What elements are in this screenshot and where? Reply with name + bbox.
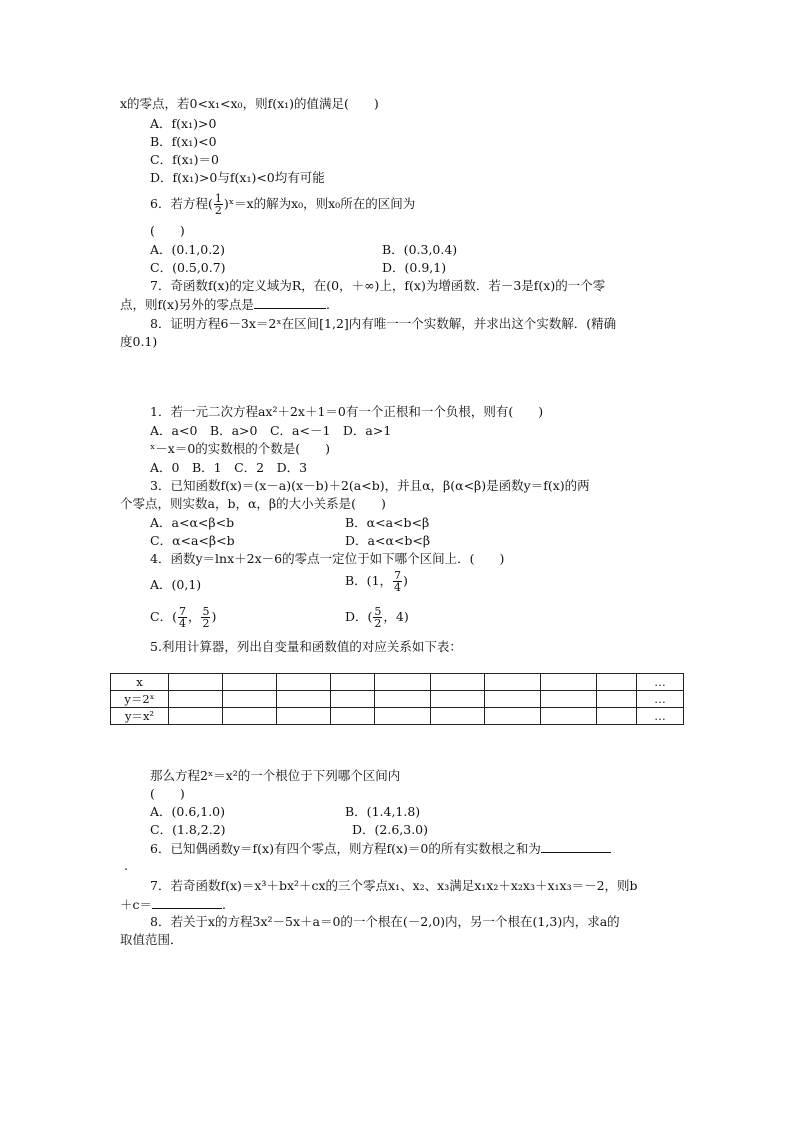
ellipsis-cell: … xyxy=(637,708,684,725)
q7-end: . xyxy=(325,297,330,312)
q7-answer-blank xyxy=(254,296,326,309)
b-q4-option-c xyxy=(150,606,216,629)
q6-option-d: D．(0.9,1) xyxy=(382,260,447,275)
b-q5-option-b: B．(1.4,1.8) xyxy=(345,804,421,819)
q6-option-b: B．(0.3,0.4) xyxy=(382,242,458,257)
q8-line1: 8．证明方程6－3x＝2ˣ在区间[1,2]内有唯一一个实数解，并求出这个实数解．(精确 xyxy=(150,316,617,331)
q6-prefix: 6．若方程( xyxy=(150,196,213,211)
b-q7-text: ＋c＝ xyxy=(120,897,153,912)
b-q4-d-den: 2 xyxy=(374,617,382,630)
b-q8-line1: 8．若关于x的方程3x²－5x＋a＝0的一个根在(－2,0)内，另一个根在(1,3)内，求a的 xyxy=(150,914,620,929)
b-q7-answer-blank xyxy=(152,896,222,909)
b-q6-text: 6．已知偶函数y＝f(x)有四个零点，则方程f(x)＝0的所有实数根之和为 xyxy=(150,841,541,856)
b-q4-c-fraction-2 xyxy=(201,606,210,629)
b-q4-c-prefix: C．( xyxy=(150,609,177,624)
b-q3-option-a: A．a<α<β<b xyxy=(150,515,235,530)
b-q5: 5.利用计算器，列出自变量和函数值的对应关系如下表： xyxy=(150,639,462,654)
q7-text: 点，则f(x)另外的零点是 xyxy=(120,297,254,312)
b-q5-paren: ( ) xyxy=(150,786,185,801)
b-q3-option-b: B．α<a<b<β xyxy=(345,515,430,530)
b-q7-end: . xyxy=(222,897,226,912)
b-q4-option-b xyxy=(345,570,408,593)
q5-option-a: A．f(x₁)>0 xyxy=(150,116,217,131)
q7-line2 xyxy=(120,296,330,313)
b-q4-d-num: 5 xyxy=(374,605,382,618)
b-q4-c-num1: 7 xyxy=(178,605,186,618)
b-q4-c-suffix: ) xyxy=(211,609,217,624)
b-q4-c-den1: 4 xyxy=(178,617,186,630)
row-label-2x: y＝2ˣ xyxy=(111,691,169,708)
ellipsis-cell: … xyxy=(637,674,684,691)
b-q3-option-c: C．α<a<β<b xyxy=(150,533,235,548)
b-q2: ˣ－x＝0的实数根的个数是( ) xyxy=(150,441,331,456)
q7-line1: 7．奇函数f(x)的定义域为R，在(0，＋∞)上，f(x)为增函数．若－3是f(x)的一个零 xyxy=(150,278,606,293)
b-q5-option-c: C．(1.8,2.2) xyxy=(150,822,226,837)
b-q3-line2: 个零点，则实数a，b，α，β的大小关系是( ) xyxy=(120,496,386,511)
q6-option-a: A．(0.1,0.2) xyxy=(150,242,226,257)
b-q3-option-d: D．a<α<b<β xyxy=(345,533,431,548)
b-q4-c-num2: 5 xyxy=(202,605,210,618)
b-q8-line2: 取值范围． xyxy=(120,932,183,947)
row-label-x: x xyxy=(111,674,169,691)
b-q4-b-suffix: ) xyxy=(403,573,408,588)
b-q4-d-suffix: ，4) xyxy=(383,609,409,624)
q6-fraction xyxy=(214,193,223,216)
b-q4-c-den2: 2 xyxy=(202,617,210,630)
table-row xyxy=(111,708,684,725)
b-q4-b-num: 7 xyxy=(394,569,402,582)
q6-frac-num: 1 xyxy=(214,192,222,205)
b-q1: 1．若一元二次方程ax²＋2x＋1＝0有一个正根和一个负根，则有( ) xyxy=(150,404,544,419)
b-q4-b-prefix: B．(1， xyxy=(345,573,393,588)
q6-stem xyxy=(150,193,415,216)
b-q1-options: A．a<0 B．a>0 C．a<－1 D．a>1 xyxy=(150,423,392,438)
q6-suffix: )ˣ＝x的解为x₀，则x₀所在的区间为 xyxy=(223,196,416,211)
b-q7-line2 xyxy=(120,896,226,913)
q5-stem-tail: x的零点，若0<x₁<x₀，则f(x₁)的值满足( ) xyxy=(120,96,379,111)
q5-option-b: B．f(x₁)<0 xyxy=(150,134,217,149)
b-q4-option-d xyxy=(345,606,409,629)
b-q5-after: 那么方程2ˣ＝x²的一个根位于下列哪个区间内 xyxy=(150,768,401,783)
q5-option-c: C．f(x₁)＝0 xyxy=(150,152,219,167)
q6-paren: ( ) xyxy=(150,223,185,238)
b-q6-line1 xyxy=(150,840,611,857)
b-q4-option-a: A．(0,1) xyxy=(150,577,202,592)
table-row xyxy=(111,691,684,708)
q6-frac-den: 2 xyxy=(214,204,222,217)
b-q4-d-prefix: D．( xyxy=(345,609,373,624)
b-q2-options: A．0 B．1 C．2 D．3 xyxy=(150,460,308,475)
b-q7-line1: 7．若奇函数f(x)＝x³＋bx²＋cx的三个零点x₁、x₂、x₃满足x₁x₂＋x₂x₃＋x₁x₃＝－2，则b xyxy=(150,878,638,893)
q8-line2: 度0.1) xyxy=(120,334,158,349)
b-q5-option-a: A．(0.6,1.0) xyxy=(150,804,226,819)
row-label-x2: y＝x² xyxy=(111,708,169,725)
b-q4-d-fraction xyxy=(373,606,382,629)
b-q4-b-den: 4 xyxy=(394,581,402,594)
b-q4-c-sep: ， xyxy=(187,609,201,624)
table-row xyxy=(111,674,684,691)
b-q4: 4．函数y＝lnx＋2x－6的零点一定位于如下哪个区间上．( ) xyxy=(150,551,505,566)
b-q5-option-d: D．(2.6,3.0) xyxy=(352,822,429,837)
value-table xyxy=(110,673,684,725)
b-q6-line2: . xyxy=(124,858,128,873)
b-q4-b-fraction xyxy=(393,570,402,593)
b-q4-c-fraction-1 xyxy=(178,606,187,629)
q5-option-d: D．f(x₁)>0与f(x₁)<0均有可能 xyxy=(150,170,325,185)
b-q3-line1: 3．已知函数f(x)＝(x－a)(x－b)＋2(a<b)，并且α，β(α<β)是函数y＝f(x)的两 xyxy=(150,478,590,493)
ellipsis-cell: … xyxy=(637,691,684,708)
b-q6-answer-blank xyxy=(541,840,611,853)
q6-option-c: C．(0.5,0.7) xyxy=(150,260,226,275)
